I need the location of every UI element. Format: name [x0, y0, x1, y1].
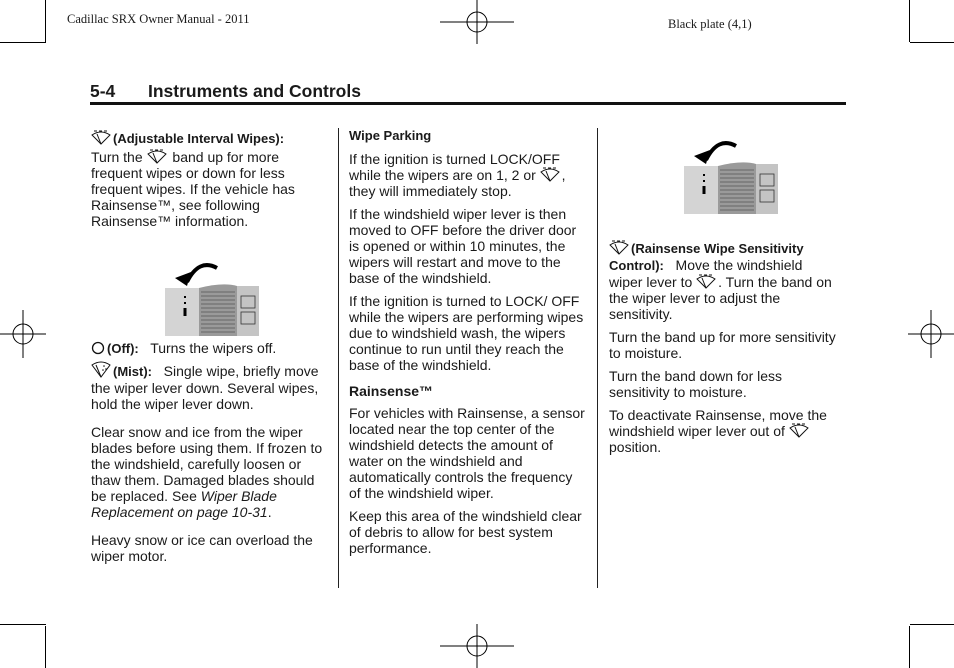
- crop-mark-bottom-right-h: [910, 624, 954, 625]
- column-divider-2: [597, 128, 598, 588]
- sensitivity-down-text: Turn the band down for less sensitivity to moisture.: [609, 368, 783, 400]
- rainsense-p2: Keep this area of the windshield clear of debris to allow for best system performance.: [349, 508, 582, 556]
- rainsense-heading: Rainsense™: [349, 383, 434, 399]
- lever-illustration-2-wrap: [609, 128, 839, 240]
- rainsense-wipe-icon: [609, 240, 629, 255]
- wiper-lever-illustration-rainsense: [684, 134, 778, 214]
- crop-mark-bottom-left-v: [45, 626, 46, 668]
- crop-mark-top-left-v: [45, 0, 46, 42]
- interval-label: (Adjustable Interval Wipes):: [113, 131, 285, 146]
- mist-label: (Mist):: [113, 364, 152, 379]
- rainsense-p1: For vehicles with Rainsense, a sensor located near the top center of the windshield detects the amount of water on the windshield and automatically controls the frequency of the windshield wiper.: [349, 405, 585, 501]
- column-3: [609, 128, 839, 462]
- column-2: [349, 128, 587, 563]
- mist-icon: [91, 361, 111, 378]
- registration-mark-left: [0, 310, 46, 358]
- interval-wipe-icon-parking: [540, 167, 560, 182]
- section-title: Instruments and Controls: [148, 81, 361, 101]
- rainsense-wipe-icon-deactivate: [789, 423, 809, 438]
- manual-title: Cadillac SRX Owner Manual - 2011: [67, 12, 250, 26]
- wipe-parking-heading: Wipe Parking: [349, 128, 432, 143]
- snow-text: Clear snow and ice from the wiper blades before using them. If frozen to the windshield, carefully loosen or thaw them. Damaged blades should be replaced. See: [91, 424, 323, 504]
- plate-label: Black plate (4,1): [668, 17, 752, 31]
- column-divider-1: [338, 128, 339, 588]
- crop-mark-top-right-v: [909, 0, 910, 42]
- wiper-lever-illustration: [165, 256, 259, 336]
- column-1: [91, 130, 327, 571]
- interval-text-b: band up for more frequent wipes or down for less frequent wipes. If the vehicle has Rainsense™, see following Rainsense™ information.: [91, 149, 295, 229]
- off-circle-icon: [91, 341, 105, 355]
- deactivate-text-b: position.: [609, 439, 662, 455]
- interval-wipe-icon: [91, 130, 111, 145]
- sensitivity-label: (Rainsense Wipe Sensitivity Control):: [609, 241, 804, 273]
- sensitivity-text-b: . Turn the band on the wiper lever to adjust the sensitivity.: [609, 274, 832, 322]
- registration-mark-right: [908, 310, 954, 358]
- parking-p2: If the windshield wiper lever is then moved to OFF before the driver door is opened or within 10 minutes, the wipers will restart and move to the base of the windshield.: [349, 206, 577, 286]
- wiper-blade-reference-link[interactable]: Wiper Blade Replacement on page 10-31: [91, 488, 277, 520]
- off-label: (Off):: [107, 341, 139, 356]
- overload-text: Heavy snow or ice can overload the wiper motor.: [91, 532, 313, 564]
- sensitivity-text-a: Move the windshield wiper lever to: [609, 257, 803, 290]
- crop-mark-top-left-h: [0, 42, 46, 43]
- lever-illustration-1-wrap: [91, 236, 327, 336]
- parking-p1-a: If the ignition is turned LOCK/OFF while the wipers are on 1, 2 or: [349, 151, 560, 183]
- mist-text: Single wipe, briefly move the wiper lever down. Several wipes, hold the wiper lever down.: [91, 363, 319, 412]
- deactivate-text-a: To deactivate Rainsense, move the windshield wiper lever out of: [609, 407, 827, 439]
- off-text: Turns the wipers off.: [150, 340, 277, 356]
- page-number: 5-4: [90, 81, 116, 101]
- rainsense-wipe-icon-inline: [696, 274, 716, 289]
- parking-p3: If the ignition is turned to LOCK/ OFF while the wipers are performing wipes due to windshield wash, the wipers continue to run until they reach the base of the windshield.: [349, 293, 584, 373]
- crop-mark-top-right-h: [910, 42, 954, 43]
- interval-wipe-icon-inline: [147, 149, 167, 164]
- crop-mark-bottom-left-h: [0, 624, 46, 625]
- registration-mark-top: [440, 0, 514, 44]
- interval-text-a: Turn the: [91, 149, 143, 165]
- snow-text-end: .: [267, 504, 272, 520]
- sensitivity-up-text: Turn the band up for more sensitivity to moisture.: [609, 329, 836, 361]
- header-rule: [90, 102, 846, 105]
- crop-mark-bottom-right-v: [909, 626, 910, 668]
- registration-mark-bottom: [440, 624, 514, 668]
- parking-p1-b: , they will immediately stop.: [349, 167, 566, 199]
